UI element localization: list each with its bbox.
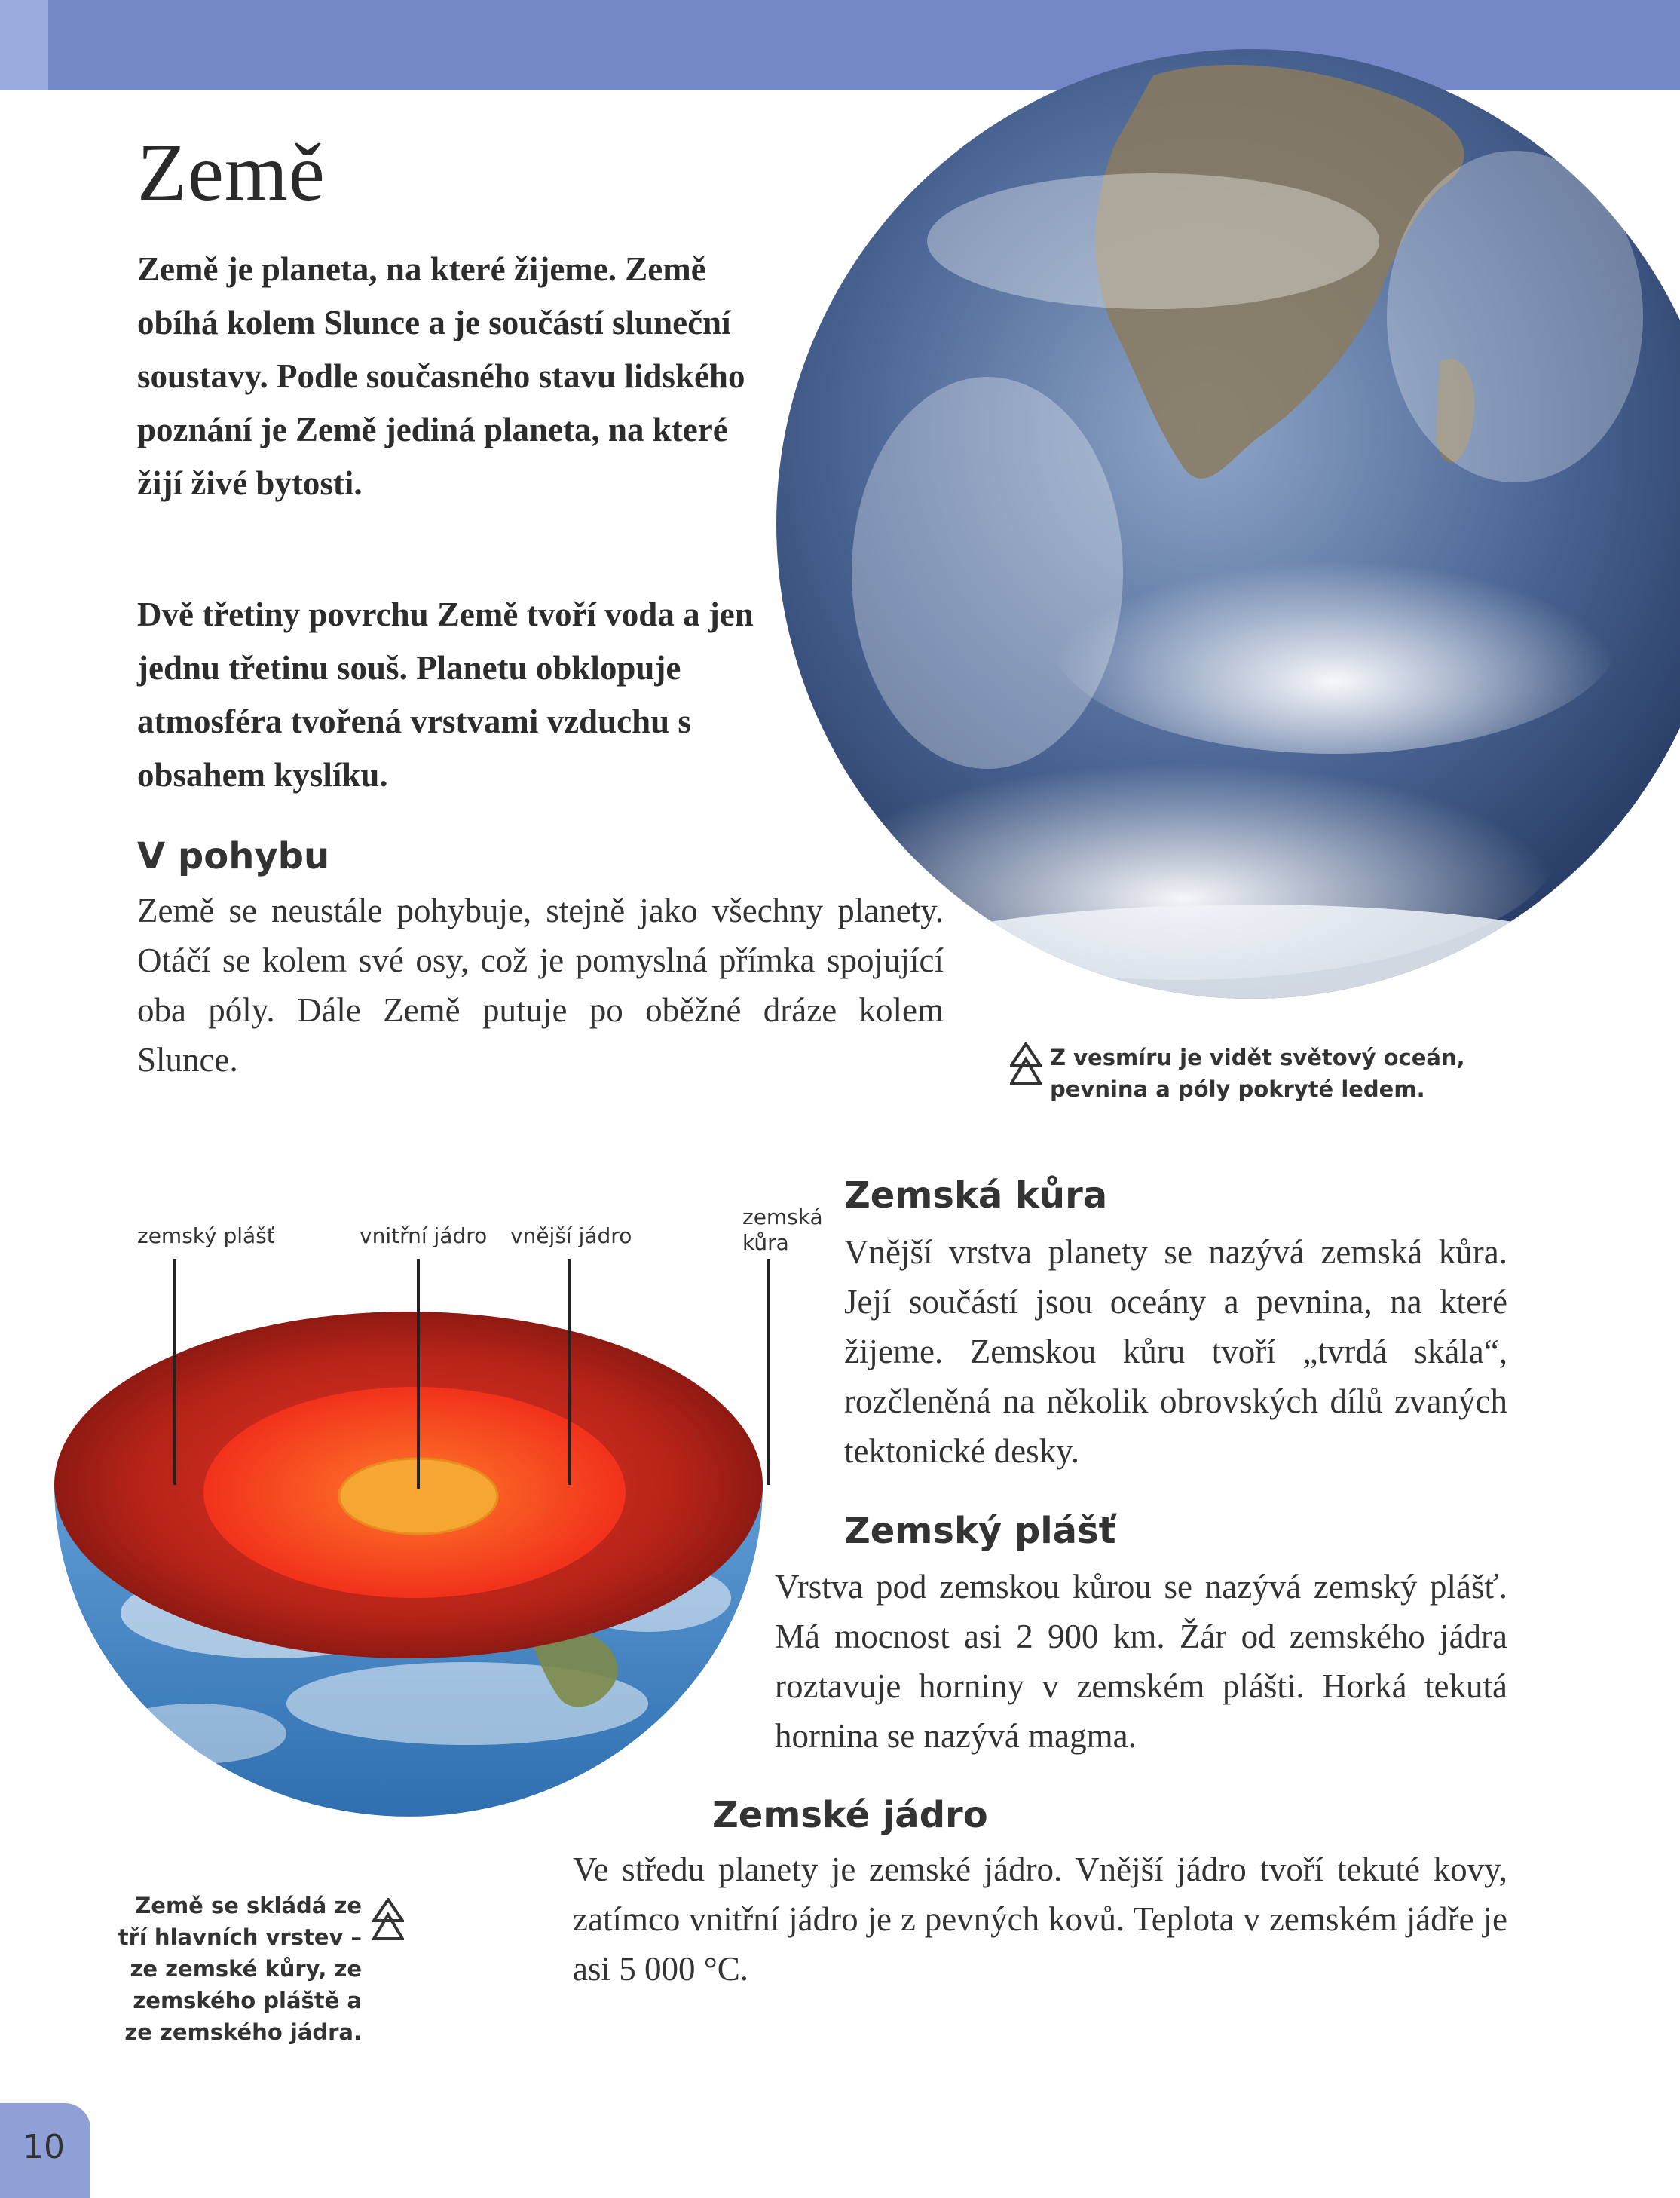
heading-v-pohybu: V pohybu	[137, 835, 330, 877]
text-zemske-jadro: Ve středu planety je zemské jádro. Vnější jádro tvoří tekuté kovy, zatímco vnitřní jádro je z pevných kovů. Teplota v zemském jádře je asi 5 000 °C.	[573, 1851, 1507, 1988]
earth-globe-image	[761, 45, 1680, 1018]
heading-zemsky-plast: Zemský plášť	[844, 1510, 1116, 1552]
label-crust: zemská kůra	[742, 1205, 823, 1255]
label-inner-core: vnitřní jádro	[360, 1223, 488, 1248]
label-mantle: zemský plášť	[137, 1223, 275, 1248]
text-zemska-kura: Vnější vrstva planety se nazývá zemská kůra. Její součástí jsou oceány a pevnina, na které žijeme. Zemskou kůru tvoří „tvrdá skála“, rozčleněná na několik obrovských dílů zvaných tektonické desky.	[844, 1233, 1507, 1470]
triangle-arrow-icon	[1010, 1042, 1042, 1085]
page-number: 10	[23, 2128, 65, 2166]
caption-earth: Z vesmíru je vidět světový oceán, pevnina a póly pokryté ledem.	[1050, 1045, 1465, 1102]
caption-layers: Země se skládá ze tří hlavních vrstev – ze zemské kůry, ze zemského pláště a ze zemského jádra.	[118, 1893, 362, 2045]
text-v-pohybu: Země se neustále pohybuje, stejně jako všechny planety. Otáčí se kolem své osy, což je pomyslná přímka spojující oba póly. Dále Země putuje po oběžné dráze kolem Slunce.	[137, 892, 944, 1079]
text-zemsky-plast: Vrstva pod zemskou kůrou se nazývá zemský plášť. Má mocnost asi 2 900 km. Žár od zemského jádra roztavuje horniny v zemském plášti. Horká tekutá hornina se nazývá magma.	[775, 1568, 1507, 1755]
earth-layers-diagram	[45, 1176, 784, 1854]
page-title: Země	[137, 128, 326, 218]
header-bar-accent	[0, 0, 48, 90]
heading-zemske-jadro: Zemské jádro	[712, 1794, 988, 1836]
label-outer-core: vnější jádro	[510, 1223, 632, 1248]
intro-paragraph-1: Země je planeta, na které žijeme. Země obíhá kolem Slunce a je součástí sluneční soustavy. Podle současného stavu lidského poznání je Země jediná planeta, na které žijí živé bytosti.	[137, 250, 745, 502]
intro-paragraph-2: Dvě třetiny povrchu Země tvoří voda a jen jednu třetinu souš. Planetu obklopuje atmosféra tvořená vrstvami vzduchu s obsahem kyslíku.	[137, 595, 754, 794]
heading-zemska-kura: Zemská kůra	[844, 1174, 1108, 1217]
triangle-arrow-icon	[372, 1898, 404, 1940]
